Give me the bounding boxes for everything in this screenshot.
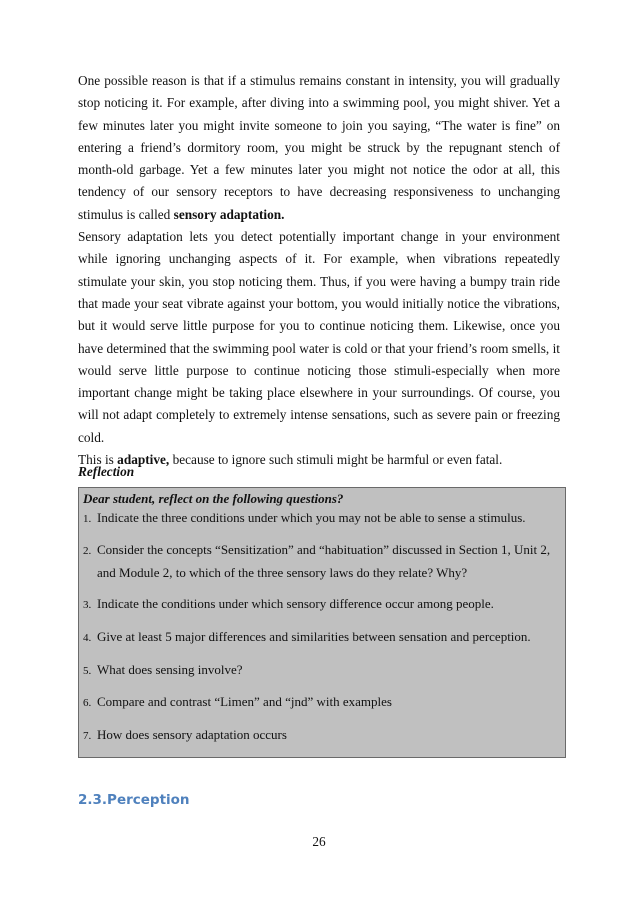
question-text: Indicate the three conditions under which you may not be able to sense a stimulus.: [97, 510, 526, 525]
page-number: 26: [312, 834, 326, 849]
question-number: 6.: [83, 697, 92, 709]
question-text: Indicate the conditions under which sensory difference occur among people.: [97, 596, 494, 611]
question-text: Compare and contrast “Limen” and “jnd” with examples: [97, 694, 392, 709]
paragraph-1-text: One possible reason is that if a stimulus remains constant in intensity, you will gradually stop noticing it. For example, after diving into a swimming pool, you might shiver. Yet a few minutes later you might invite someone to join you saying, “The water is fine” on entering a friend’s dormitory room, you might be struck by the repugnant stench of month-old garbage. Yet a few minutes later you might not notice the odor at all, this tendency of our sensory receptors to have decreasing responsiveness to unchanging stimulus is called: [78, 73, 560, 222]
reflection-box: [78, 487, 566, 758]
question-item: [83, 659, 553, 682]
question-item: [83, 507, 553, 530]
question-number: 2.: [83, 545, 92, 557]
question-text: What does sensing involve?: [97, 662, 243, 677]
paragraph-1: [78, 70, 560, 226]
question-item: [83, 724, 553, 747]
term-sensory-adaptation: sensory adaptation.: [173, 206, 285, 222]
term-adaptive: adaptive,: [117, 452, 170, 468]
question-item: [83, 539, 553, 584]
question-number: 3.: [83, 599, 92, 611]
question-item: [83, 593, 553, 616]
reflection-box-title: Dear student, reflect on the following questions?: [83, 491, 344, 506]
body-text: [78, 70, 560, 471]
question-item: [83, 626, 553, 649]
paragraph-3-start: This is: [78, 452, 118, 468]
question-number: 5.: [83, 665, 92, 677]
question-item: [83, 691, 553, 714]
question-number: 4.: [83, 632, 92, 644]
question-text: Consider the concepts “Sensitization” and “habituation” discussed in Section 1, Unit 2,: [97, 542, 551, 557]
question-text: How does sensory adaptation occurs: [97, 727, 287, 742]
question-number: 1.: [83, 513, 92, 525]
section-heading: 2.3.Perception: [78, 792, 190, 808]
paragraph-2: Sensory adaptation lets you detect potentially important change in your environment while ignoring unchanging aspects of it. For example, when vibrations repeatedly stimulate your skin, you stop noticing them. Thus, if you were having a bumpy train ride that made your seat vibrate against your bottom, you would initially notice the vibrations, but it would serve little purpose for you to continue noticing them. Likewise, once you have determined that the swimming pool water is cold or that your friend’s room smells, it would serve little purpose to continue noticing those stimuli-especially when more important change might be taking place elsewhere in your surroundings. Of course, you will not adapt completely to extremely intense sensations, such as severe pain or freezing cold.: [78, 229, 560, 445]
paragraph-3-end: because to ignore such stimuli might be harmful or even fatal.: [169, 452, 503, 468]
paragraph-3: [78, 449, 560, 471]
question-text-continued: and Module 2, to which of the three sensory laws do they relate? Why?: [97, 565, 468, 580]
question-text: Give at least 5 major differences and similarities between sensation and perception.: [97, 629, 531, 644]
question-number: 7.: [83, 730, 92, 742]
reflection-heading: Reflection: [78, 464, 135, 479]
